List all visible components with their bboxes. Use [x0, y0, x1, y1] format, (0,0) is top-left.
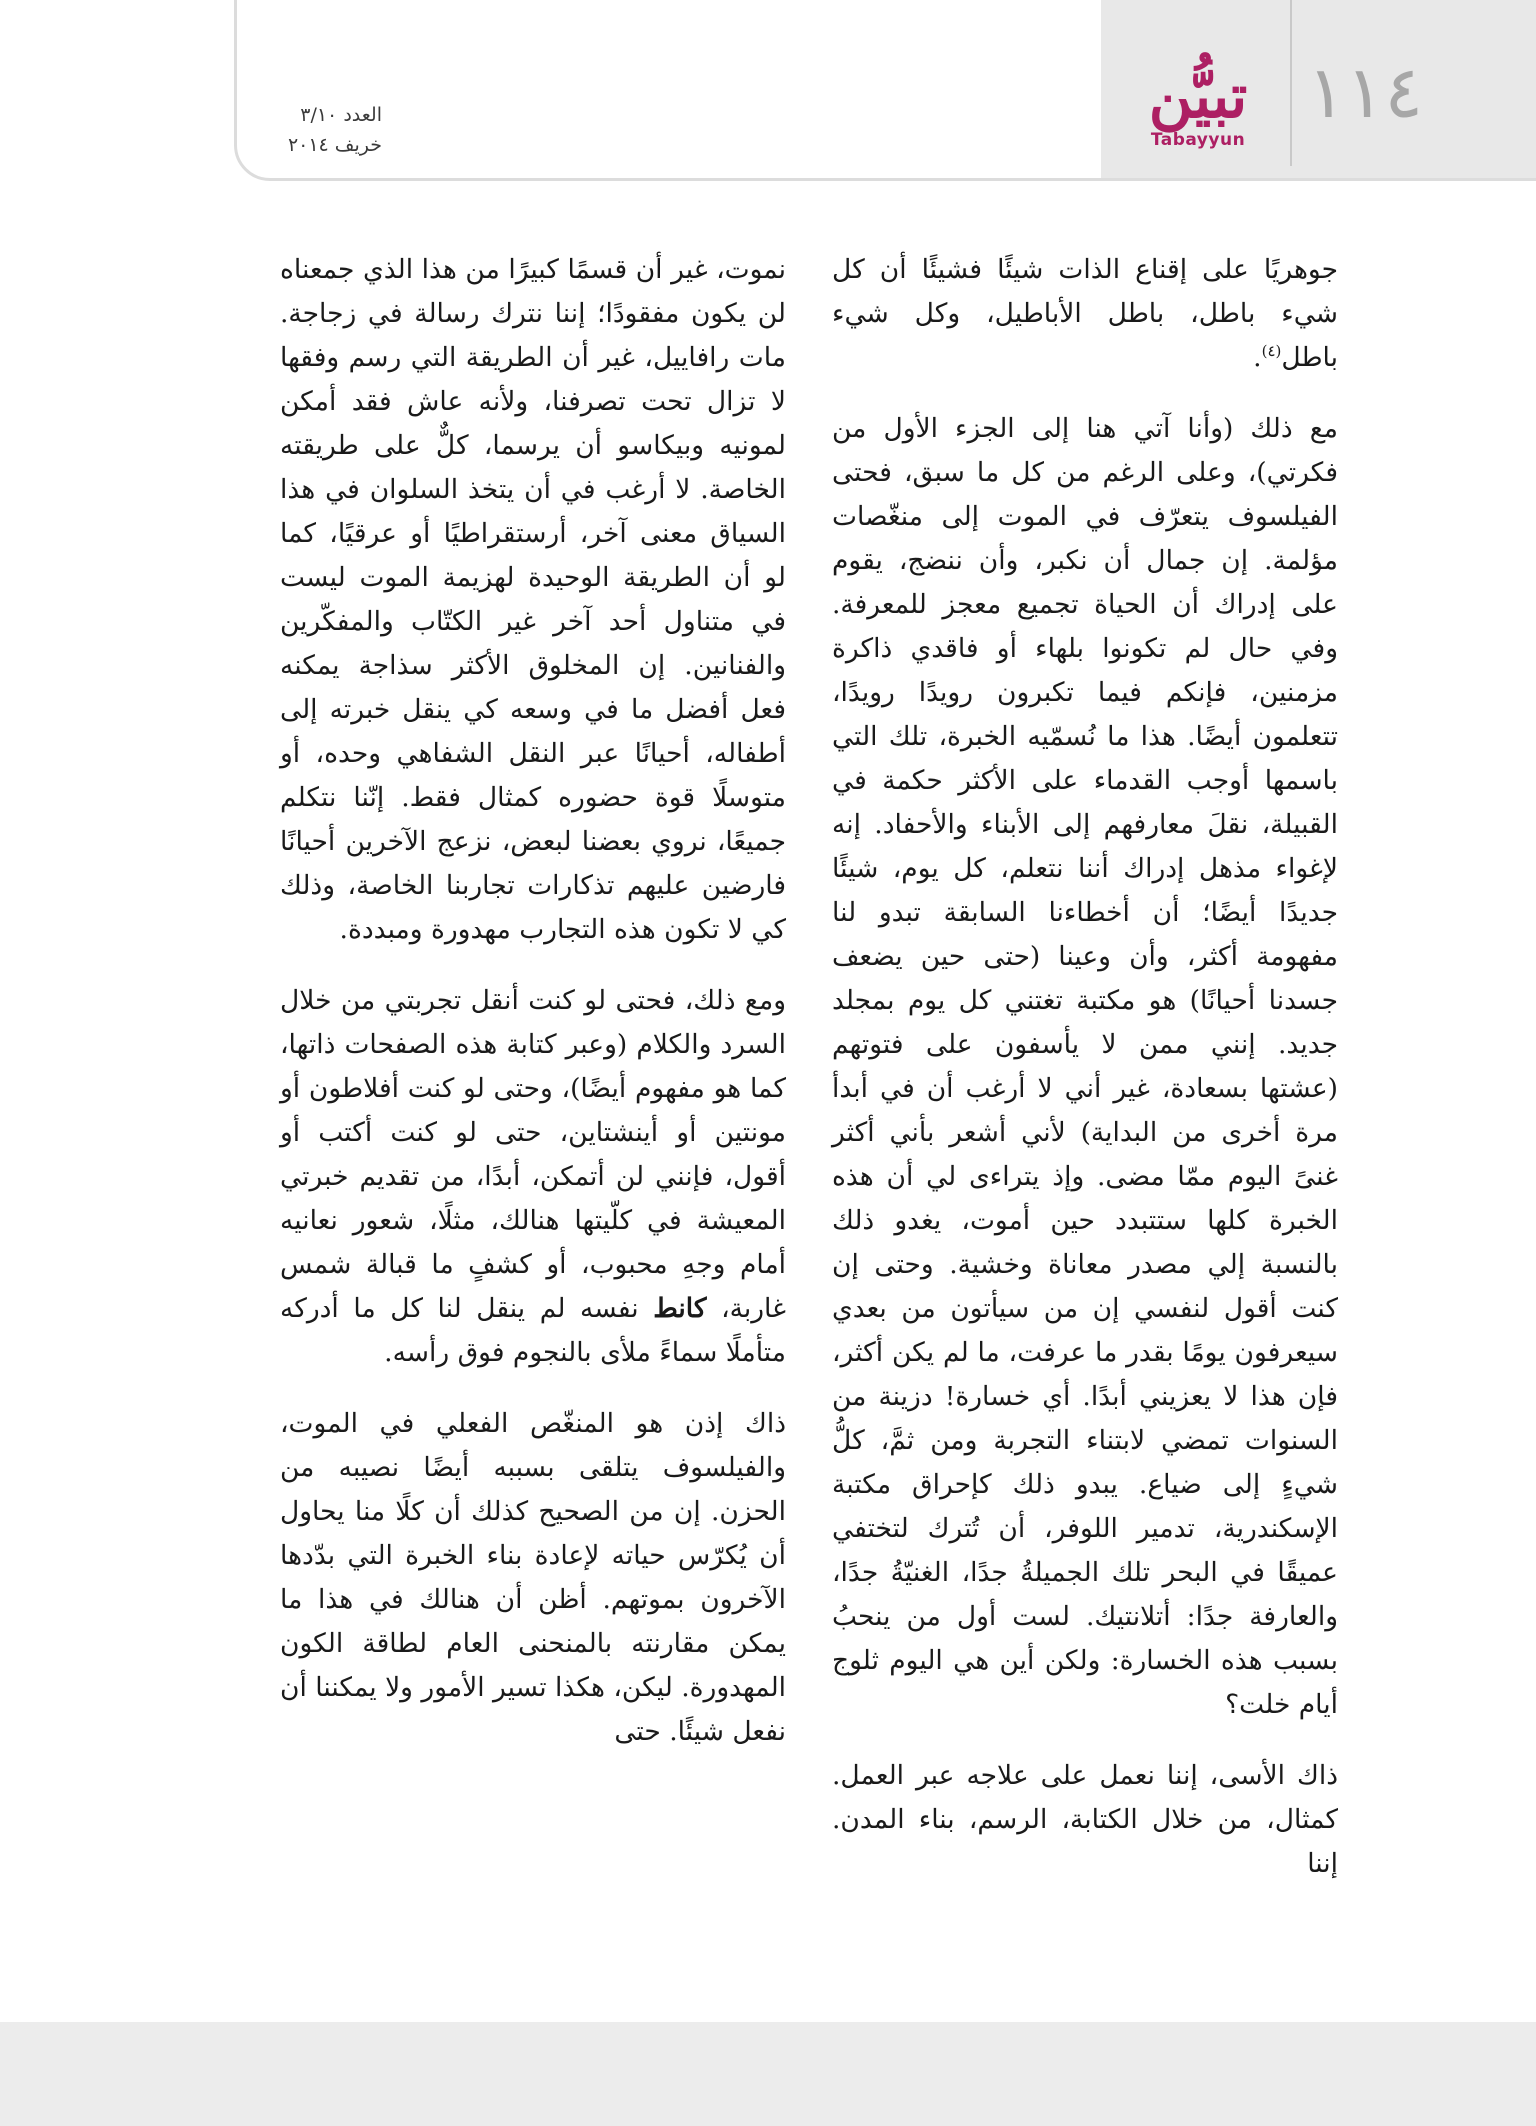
paragraph-end: .: [1253, 342, 1262, 373]
header-divider: [1290, 0, 1292, 166]
paragraph: ذاك إذن هو المنغّص الفعلي في الموت، والفيلسوف يتلقى بسببه أيضًا نصيبه من الحزن. إن من الصحيح كذلك أن كلًا منا يحاول أن يُكرّس حياته لإعادة بناء الخبرة التي بدّدها الآخرون بموتهم. أظن أن هنالك في هذا ما يمكن مقارنته بالمنحنى العام لطاقة الكون المهدورة. ليكن، هكذا تسير الأمور ولا يمكننا أن نفعل شيئًا. حتى: [280, 1408, 786, 1747]
right-column: [832, 248, 1338, 1913]
paragraph-text: ومع ذلك، فحتى لو كنت أنقل تجربتي من خلال السرد والكلام (وعبر كتابة هذه الصفحات ذاتها، كما هو مفهوم أيضًا)، وحتى لو كنت أفلاطون أو مونتين أو أينشتاين، حتى لو كنت أكتب أو أقول، فإنني لن أتمكن، أبدًا، من تقديم خبرتي المعيشة في كلّيتها هنالك، مثلًا، شعور نعانيه أمام وجهِ محبوب، أو كشفٍ ما قبالة شمس غاربة،: [280, 985, 786, 1324]
footnote-reference[interactable]: (٤): [1261, 342, 1282, 361]
logo-latin: Tabayyun: [1150, 130, 1246, 150]
journal-logo: [1118, 64, 1278, 160]
paragraph-text: نفسه لم ينقل لنا كل ما أدركه متأملًا سماءً ملأى بالنجوم فوق رأسه.: [280, 1293, 786, 1368]
paragraph: ذاك الأسى، إننا نعمل على علاجه عبر العمل. كمثال، من خلال الكتابة، الرسم، بناء المدن. إننا: [832, 1760, 1338, 1879]
issue-season: خريف ٢٠١٤: [287, 134, 382, 156]
emphasized-name: كانط: [653, 1293, 707, 1324]
paragraph-text: جوهريًا على إقناع الذات شيئًا فشيئًا أن كل شيء باطل، باطل الأباطيل، وكل شيء باطل: [832, 254, 1338, 373]
logo-arabic: تبيُّن: [1148, 62, 1248, 132]
paragraph: [280, 979, 786, 1375]
left-column: [280, 248, 786, 1781]
issue-info: [262, 100, 382, 160]
paragraph: نموت، غير أن قسمًا كبيرًا من هذا الذي جمعناه لن يكون مفقودًا؛ إننا نترك رسالة في زجاجة. مات رافاييل، غير أن الطريقة التي رسم وفقها لا تزال تحت تصرفنا، ولأنه عاش فقد أمكن لمونيه وبيكاسو أن يرسما، كلٌّ على طريقته الخاصة. لا أرغب في أن يتخذ السلوان في هذا السياق معنى آخر، أرستقراطيًا أو عرقيًا، كما لو أن الطريقة الوحيدة لهزيمة الموت ليست في متناول أحد آخر غير الكتّاب والمفكّرين والفنانين. إن المخلوق الأكثر سذاجة يمكنه فعل أفضل ما في وسعه كي ينقل خبرته إلى أطفاله، أحيانًا عبر النقل الشفاهي وحده، أو متوسلًا قوة حضوره كمثال فقط. إنّنا نتكلم جميعًا، نروي بعضنا لبعض، نزعج الآخرين أحيانًا فارضين عليهم تذكارات تجاربنا الخاصة، وذلك كي لا تكون هذه التجارب مهدورة ومبددة.: [280, 254, 786, 945]
issue-number: العدد ٣/١٠: [300, 104, 382, 126]
paragraph: [832, 248, 1338, 380]
page-number: ١١٤: [1307, 50, 1424, 134]
page-footer-band: [0, 2022, 1536, 2126]
paragraph: مع ذلك (وأنا آتي هنا إلى الجزء الأول من فكرتي)، وعلى الرغم من كل ما سبق، فحتى الفيلسوف يتعرّف في الموت إلى منغّصات مؤلمة. إن جمال أن نكبر، وأن ننضج، يقوم على إدراك أن الحياة تجميع معجز للمعرفة. وفي حال لم تكونوا بلهاء أو فاقدي ذاكرة مزمنين، فإنكم فيما تكبرون رويدًا رويدًا، تتعلمون أيضًا. هذا ما نُسمّيه الخبرة، تلك التي باسمها أوجب القدماء على الأكثر حكمة في القبيلة، نقلَ معارفهم إلى الأبناء والأحفاد. إنه لإغواء مذهل إدراك أننا نتعلم، كل يوم، شيئًا جديدًا أيضًا؛ أن أخطاءنا السابقة تبدو لنا مفهومة أكثر، وأن وعينا (حتى حين يضعف جسدنا أحيانًا) هو مكتبة تغتني كل يوم بمجلد جديد. إنني ممن لا يأسفون على فتوتهم (عشتها بسعادة، غير أني لا أرغب أن في أبدأ مرة أخرى من البداية) لأني أشعر بأني أكثر غنىً اليوم ممّا مضى. وإذ يتراءى لي أن هذه الخبرة كلها ستتبدد حين أموت، يغدو ذلك بالنسبة إلي مصدر معاناة وخشية. وحتى إن كنت أقول لنفسي إن من سيأتون من بعدي سيعرفون يومًا بقدر ما عرفت، ما لم يكن أكثر، فإن هذا لا يعزيني أبدًا. أي خسارة! دزينة من السنوات تمضي لابتناء التجربة ومن ثمَّ، كلُّ شيءٍ إلى ضياع. يبدو ذلك كإحراق مكتبة الإسكندرية، تدمير اللوفر، أن تُترك لتختفي عميقًا في البحر تلك الجميلةُ جدًا، الغنيّةُ جدًا، والعارفة جدًا: أتلانتيك. لست أول من ينحبُ بسبب هذه الخسارة: ولكن أين هي اليوم ثلوج أيام خلت؟: [832, 413, 1338, 1720]
